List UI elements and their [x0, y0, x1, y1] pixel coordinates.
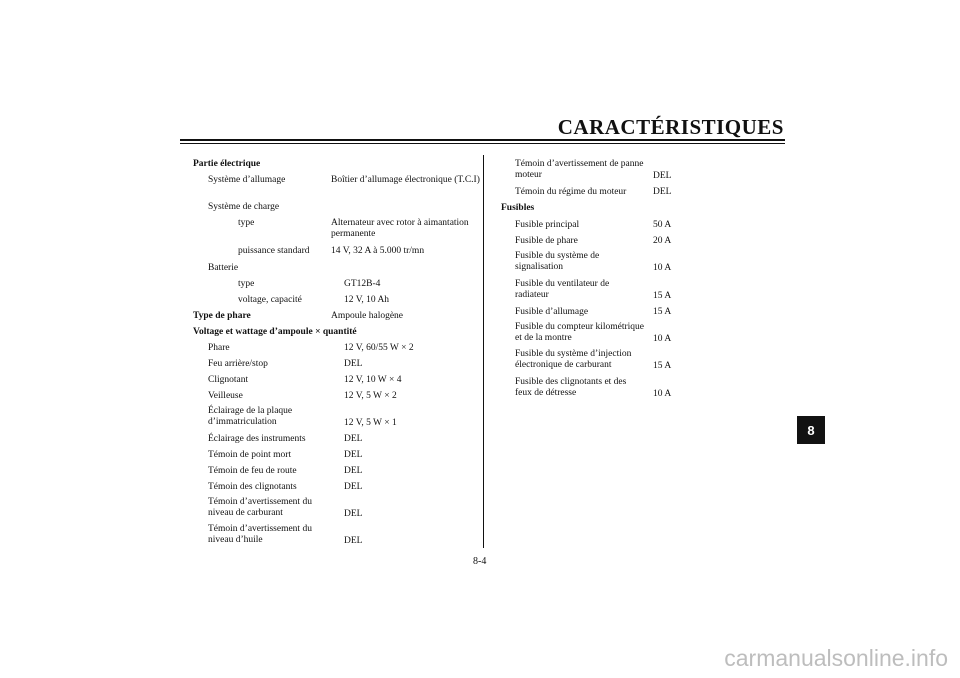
bulb-value: DEL: [344, 466, 363, 476]
column-divider: [483, 155, 484, 548]
fuse-label: Fusible de phare: [515, 236, 578, 246]
bulb-value: DEL: [344, 450, 363, 460]
fuse-label: Fusible des clignotants et des feux de détresse: [515, 377, 627, 398]
fuse-label: Fusible du compteur kilométrique et de la montre: [515, 322, 645, 343]
bulb-label: Feu arrière/stop: [208, 359, 268, 369]
fuse-value: 50 A: [653, 220, 672, 230]
battery-type-value: GT12B-4: [344, 279, 381, 289]
battery-capacity-label: voltage, capacité: [238, 295, 302, 305]
bulb-label: Phare: [208, 343, 230, 353]
fuse-value: 15 A: [653, 291, 672, 301]
fuse-label: Fusible du système de signalisation: [515, 251, 600, 272]
bulbs-heading: Voltage et wattage d’ampoule × quantité: [193, 327, 357, 337]
section-tab: 8: [797, 416, 825, 444]
indicator-label: Témoin d’avertissement de panne moteur: [515, 159, 644, 180]
battery-label: Batterie: [208, 263, 239, 273]
bulb-value: 12 V, 10 W × 4: [344, 375, 402, 385]
fuse-value: 20 A: [653, 236, 672, 246]
fuse-label: Fusible d’allumage: [515, 307, 589, 317]
bulb-value: DEL: [344, 359, 363, 369]
bulb-label: Éclairage de la plaque d’immatriculation: [208, 406, 293, 427]
fuses-heading: Fusibles: [501, 203, 535, 213]
headlight-type-value: Ampoule halogène: [331, 311, 404, 321]
battery-type-label: type: [238, 279, 255, 289]
indicator-value: DEL: [653, 187, 672, 197]
bulb-value: 12 V, 60/55 W × 2: [344, 343, 414, 353]
fuse-value: 10 A: [653, 334, 672, 344]
fuse-label: Fusible du ventilateur de radiateur: [515, 279, 610, 300]
fuse-value: 15 A: [653, 307, 672, 317]
fuse-value: 10 A: [653, 389, 672, 399]
bulb-label: Témoin de feu de route: [208, 466, 297, 476]
battery-capacity-value: 12 V, 10 Ah: [344, 295, 390, 305]
indicator-label: Témoin du régime du moteur: [515, 187, 627, 197]
page-number: 8-4: [473, 556, 487, 567]
bulb-value: DEL: [344, 509, 363, 519]
charging-type-value: Alternateur avec rotor à aimantation permanente: [331, 218, 469, 239]
bulb-value: 12 V, 5 W × 2: [344, 391, 397, 401]
bulb-value: 12 V, 5 W × 1: [344, 418, 397, 428]
section-heading-electrical: Partie électrique: [193, 159, 261, 169]
header-rule: [180, 139, 785, 141]
bulb-value: DEL: [344, 536, 363, 546]
charging-type-label: type: [238, 218, 255, 228]
charging-power-label: puissance standard: [238, 246, 310, 256]
bulb-label: Témoin d’avertissement du niveau d’huile: [208, 524, 312, 545]
fuse-label: Fusible principal: [515, 220, 580, 230]
fuse-value: 15 A: [653, 361, 672, 371]
page-title: CARACTÉRISTIQUES: [557, 115, 784, 139]
bulb-label: Témoin d’avertissement du niveau de carburant: [208, 497, 312, 518]
charging-label: Système de charge: [208, 202, 280, 212]
charging-power-value: 14 V, 32 A à 5.000 tr/mn: [331, 246, 425, 256]
fuse-label: Fusible du système d’injection électronique de carburant: [515, 349, 632, 370]
header-rule-thin: [180, 143, 785, 144]
bulb-value: DEL: [344, 482, 363, 492]
ignition-label: Système d’allumage: [208, 175, 286, 185]
bulb-label: Témoin des clignotants: [208, 482, 297, 492]
bulb-label: Clignotant: [208, 375, 249, 385]
indicator-value: DEL: [653, 171, 672, 181]
fuse-value: 10 A: [653, 263, 672, 273]
watermark: carmanualsonline.info: [724, 645, 948, 671]
bulb-label: Témoin de point mort: [208, 450, 292, 460]
bulb-value: DEL: [344, 434, 363, 444]
ignition-value: Boîtier d’allumage électronique (T.C.I): [331, 175, 480, 185]
bulb-label: Éclairage des instruments: [208, 434, 306, 444]
headlight-type-label: Type de phare: [193, 311, 251, 321]
bulb-label: Veilleuse: [208, 391, 243, 401]
